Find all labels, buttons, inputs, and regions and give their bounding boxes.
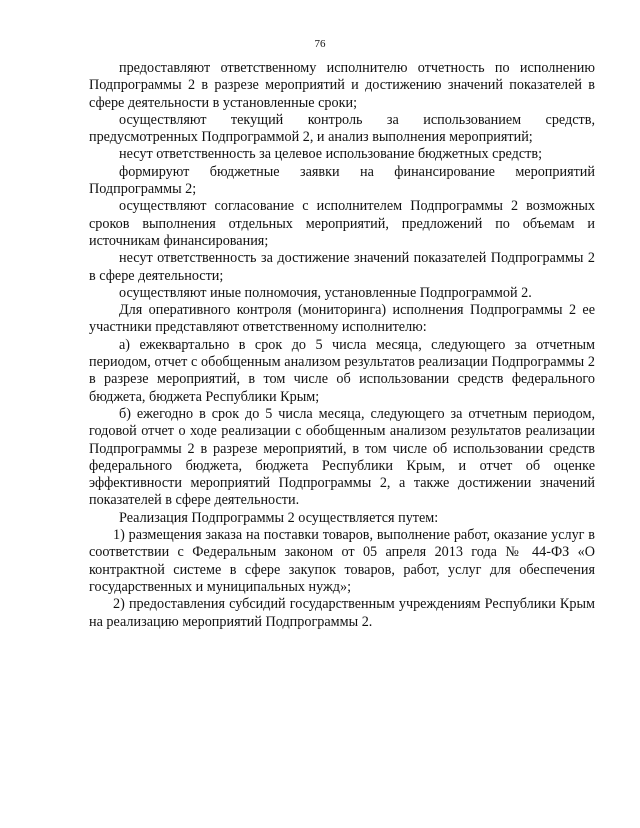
paragraph-control: осуществляют текущий контроль за использованием средств, предусмотренных Подпрограммой 2, и анализ выполнения мероприятий; [89,111,595,146]
paragraph-reporting: предоставляют ответственному исполнителю отчетность по исполнению Подпрограммы 2 в разрезе мероприятий и достижению значений показателей в сфере деятельности в установленные сроки; [89,60,595,111]
paragraph-item-1: 1) размещения заказа на поставки товаров, выполнение работ, оказание услуг в соответствии с Федеральным законом от 05 апреля 2013 года № 44-ФЗ «О контрактной системе в сфере закупок товаров, работ, услуг для обеспечения государственных и муниципальных нужд»; [89,527,595,595]
paragraph-item-2: 2) предоставления субсидий государственным учреждениям Республики Крым на реализацию мероприятий Подпрограммы 2. [89,596,595,630]
paragraph-coordination: осуществляют согласование с исполнителем Подпрограммы 2 возможных сроков выполнения отдельных мероприятий, предложений по объемам и источникам финансирования; [89,198,595,249]
paragraph-budget-requests: формируют бюджетные заявки на финансирование мероприятий Подпрограммы 2; [89,163,595,198]
paragraph-quarterly-report: а) ежеквартально в срок до 5 числа месяца, следующего за отчетным периодом, отчет с обобщенным анализом результатов реализации Подпрограммы 2 в разрезе мероприятий, в том числе об использовании средств федерального бюджета, бюджета Республики Крым; [89,336,595,405]
paragraph-monitoring-intro: Для оперативного контроля (мониторинга) исполнения Подпрограммы 2 ее участники представляют ответственному исполнителю: [89,302,595,336]
paragraph-indicators-responsibility: несут ответственность за достижение значений показателей Подпрограммы 2 в сфере деятельности; [89,250,595,284]
document-body [89,60,595,631]
page-number: 76 [314,38,326,50]
paragraph-other-powers: осуществляют иные полномочия, установленные Подпрограммой 2. [119,284,532,301]
paragraph-annual-report: б) ежегодно в срок до 5 числа месяца, следующего за отчетным периодом, годовой отчет о ходе реализации с обобщенным анализом результатов реализации Подпрограммы 2 в разрезе мероприятий, в том числе об использовании средств федерального бюджета, бюджета Республики Крым, и отчет об оценке эффективности мероприятий Подпрограммы 2, а также достижении значений показателей в сфере деятельности. [89,405,595,509]
paragraph-budget-responsibility: несут ответственность за целевое использование бюджетных средств; [119,146,543,163]
paragraph-implementation-intro: Реализация Подпрограммы 2 осуществляется путем: [119,509,439,526]
